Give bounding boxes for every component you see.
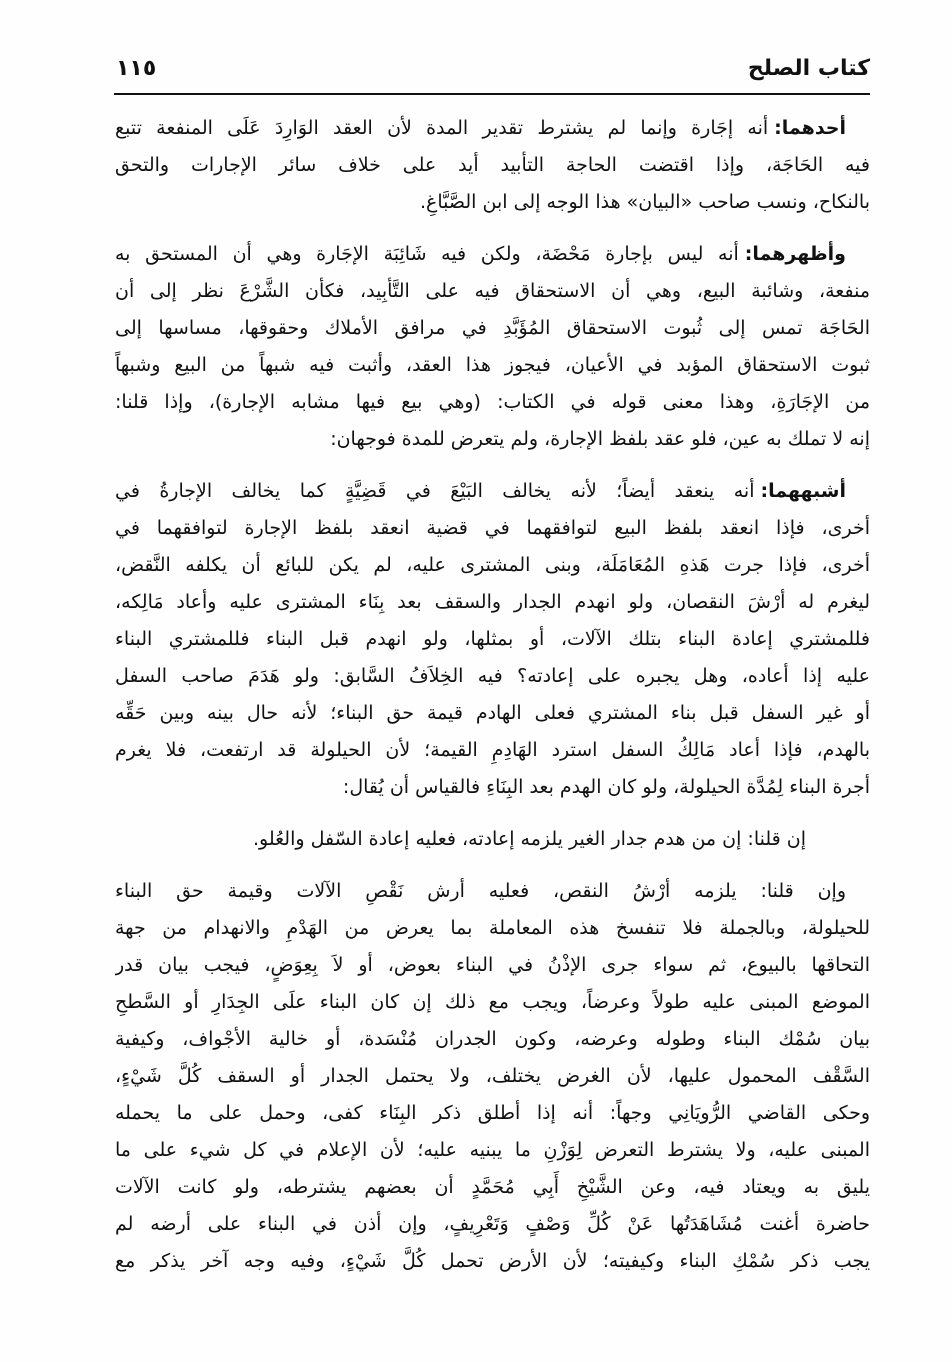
- text-line: ثبوت الاستحقاق المؤبد في الأعيان، فيجوز هذا العقد، وأثبت فيه شبهاً من البيع وشبهاً: [115, 354, 870, 376]
- text-line: يليق به ويعتاد فيه، وعن الشَّيْخِ أَبِي مُحَمَّدٍ أن بعضهم يشترطه، ولو كانت الآلات: [115, 1176, 870, 1198]
- text-line: فللمشتري إعادة البناء بتلك الآلات، أو بمثلها، ولو انهدم قبل البناء فللمشتري البناء: [115, 628, 870, 650]
- text-line: فيه الحَاجَة، وإذا اقتضت الحاجة التأبيد أيد على خلاف سائر الإجارات والتحق: [115, 154, 870, 176]
- text-line: الموضع المبنى عليه طولاً وعرضاً، ويجب مع ذلك إن كان البناء علَى الجِدَارِ أو السَّطحِ: [115, 991, 870, 1013]
- header-divider: [114, 93, 870, 95]
- text-line: السَّقْف المحمول عليها، لأن الغرض يختلف، ولا يحتمل الجدار أو السقف كُلَّ شَيْءٍ،: [115, 1065, 870, 1087]
- text-line: [115, 473, 870, 510]
- text-line: إن قلنا: إن من هدم جدار الغير يلزمه إعادته، فعليه إعادة السّفل والعُلو.: [252, 828, 806, 850]
- text-line: منفعة، وشائبة البيع، وهي أن الاستحقاق فيه على التَّأبِيد، فكأن الشَّرْعَ نظر إلى أن: [115, 280, 870, 302]
- text-line: أخرى، فإذا انعقد بلفظ البيع لتوافقهما في قضية انعقد بلفظ الإجارة لتوافقهما في: [115, 517, 870, 539]
- text-line: من الإجَارَةِ، وهذا معنى قوله في الكتاب: (وهي بيع فيها مشابه الإجارة)، وإذا قلنا:: [115, 391, 870, 413]
- running-header-title: كتاب الصلح: [747, 56, 870, 81]
- text-line: أو غير السفل قبل بناء المشتري فعلى الهادم قيمة حق البناء؛ لأنه حال بينه وبين حَقِّه: [115, 702, 870, 724]
- text-line: إنه لا تملك به عين، فلو عقد بلفظ الإجارة، ولم يتعرض للمدة فوجهان:: [330, 428, 870, 450]
- text-line: بيان سُمْك البناء وطوله وعرضه، وكون الجدران مُنْسَدة، أو خالية الأجْواف، وكيفية: [115, 1028, 870, 1050]
- text-line: حاضرة أغنت مُشَاهَدَتُها عَنْ كُلِّ وَصْفٍ وَتَعْرِيفٍ، وإن أذن في البناء على أرضه لم: [115, 1213, 870, 1235]
- paragraph: [115, 821, 870, 858]
- paragraph-lead: أشبههما:: [760, 480, 846, 502]
- text-line: للحيلولة، وبالجملة فلا تنفسخ هذه المعاملة بما يعرض من الهَدْمِ والانهدام من جهة: [115, 917, 870, 939]
- paragraph: [115, 110, 870, 221]
- page-number: ١١٥: [116, 56, 157, 81]
- text-line: بالهدم، فإذا أعاد مَالِكُ السفل استرد الهَادِمِ القيمة؛ لأن الحيلولة قد ارتفعت، فلا يغرم: [115, 739, 870, 761]
- text-line: وإن قلنا: يلزمه أرْشُ النقص، فعليه أرش نَقْصِ الآلات وقيمة حق البناء: [115, 880, 846, 902]
- paragraph: [115, 873, 870, 1280]
- text-line: عليه إذا أعاده، وهل يجبره على إعادته؟ فيه الخِلاَفُ السَّابق: ولو هَدَمَ صاحب السفل: [115, 665, 870, 687]
- text-line: أخرى، فإذا جرت هَذهِ المُعَامَلَة، وبنى المشترى عليه، لم يكن للبائع أن يكلفه النَّقض،: [115, 554, 870, 576]
- text-line: وحكى القاضي الرُّويَانِي وجهاً: أنه إذا أطلق ذكر البِنَاء كفى، وحمل على ما يحمله: [115, 1102, 870, 1124]
- text-line: يجب ذكر سُمْكِ البناء وكيفيته؛ لأن الأرض تحمل كُلَّ شَيْءٍ، وفيه وجه آخر يذكر مع: [115, 1250, 870, 1272]
- paragraph-lead: وأظهرهما:: [744, 243, 846, 265]
- text-line: بالنكاح، ونسب صاحب «البيان» هذا الوجه إلى ابن الصَّبَّاغِ.: [420, 191, 870, 213]
- paragraph: [115, 236, 870, 458]
- text-line: الحَاجَة تمس إلى ثُبوت الاستحقاق المُؤَبَّدِ في مرافق الأملاك وحقوقها، مساسها إلى: [115, 317, 870, 339]
- line-text: أنه ليس بإجارة مَحْضَة، ولكن فيه شَائِبَة الإجَارة وهي أن المستحق به: [115, 243, 739, 265]
- text-line: [115, 236, 870, 273]
- paragraph-lead: أحدهما:: [774, 117, 846, 139]
- text-line: أجرة البناء لِمُدَّة الحيلولة، ولو كان الهدم بعد البِنَاءِ فالقياس أن يُقال:: [342, 776, 870, 798]
- text-line: المبنى عليه، ولا يشترط التعرض لِوَزْنِ ما يبنيه عليه؛ لأن الإعلام في كل شيء على ما: [115, 1139, 870, 1161]
- text-line: ليغرم له أرْشَ النقصان، ولو انهدم الجدار والسقف بعد بِنَاء المشترى عليه وأعاد مَالِكه،: [115, 591, 870, 613]
- text-line: التحاقها بالبيوع، ثم سواء جرى الإذْنُ في البناء بعوض، أو لاَ بِعِوَضٍ، فيجب بيان قدر: [115, 954, 870, 976]
- line-text: أنه إجَارة وإنما لم يشترط تقدير المدة لأن العقد الوَارِدَ عَلَى المنفعة تتبع: [115, 117, 769, 139]
- line-text: أنه ينعقد أيضاً؛ لأنه يخالف البَيْعَ في قَضِيَّةٍ كما يخالف الإجارةُ في: [115, 480, 755, 502]
- paragraph: [115, 473, 870, 806]
- text-line: [115, 110, 870, 147]
- page-body: [115, 110, 870, 1295]
